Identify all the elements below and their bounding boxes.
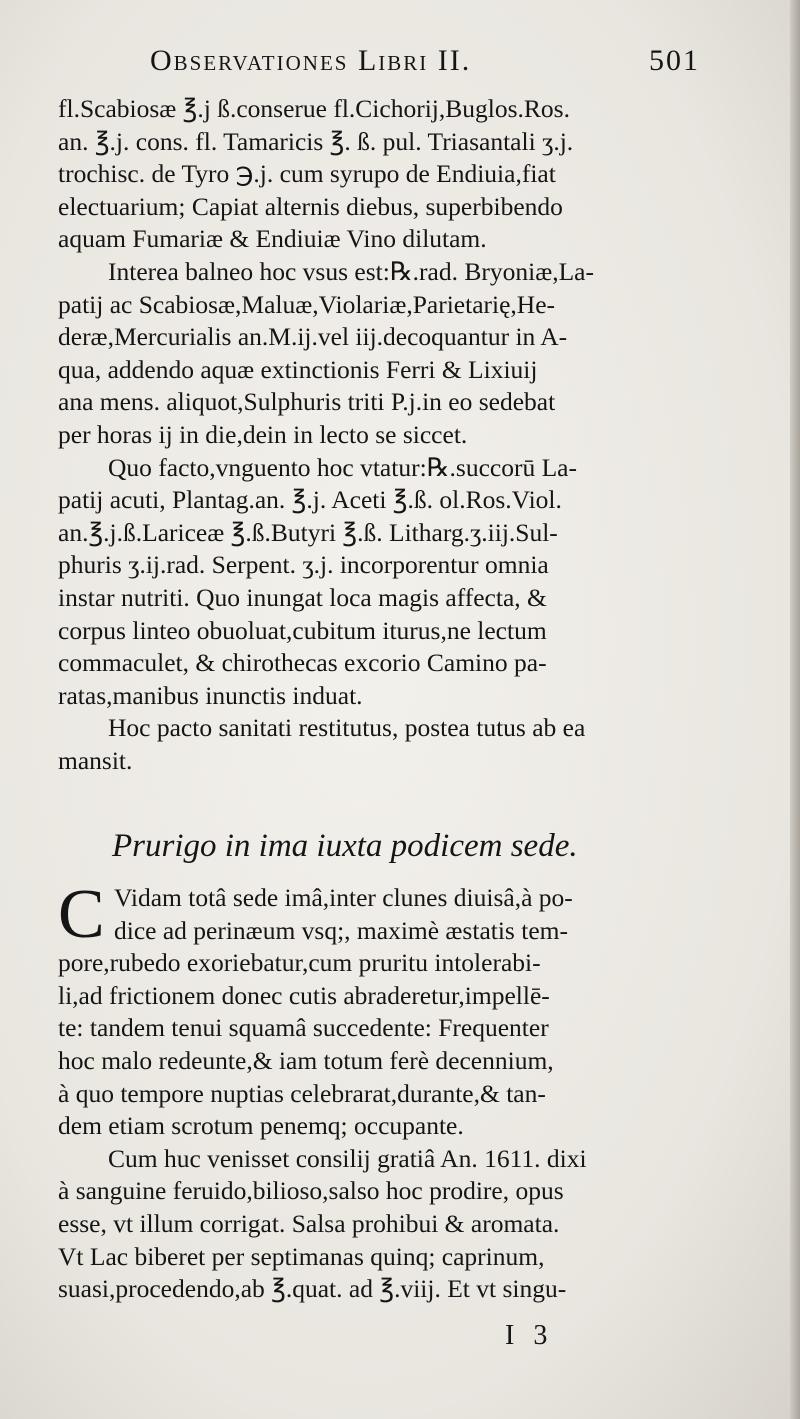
text-line: Cum huc venisset consilij gratiâ An. 1611. dixi <box>108 1143 587 1173</box>
text-line: fl.Scabiosæ ℥.j ß.conserue fl.Cichorij,Buglos.Ros. <box>58 94 570 123</box>
text-line: aquam Fumariæ & Endiuiæ Vino dilutam. <box>58 224 487 254</box>
text-line: patij ac Scabiosæ,Maluæ,Violariæ,Parietarię,He- <box>58 289 556 319</box>
text-line: esse, vt illum corrigat. Salsa prohibui & aromata. <box>58 1208 560 1238</box>
text-line: patij acuti, Plantag.an. ℥.j. Aceti ℥.ß. ol.Ros.Viol. <box>58 485 562 515</box>
text-line: suasi,procedendo,ab ℥.quat. ad ℥.viij. Et vt singu- <box>58 1274 567 1304</box>
text-line: per horas ij in die,dein in lecto se siccet. <box>58 419 468 449</box>
body-text-top <box>58 93 706 777</box>
page-edge-shadow <box>790 0 800 1419</box>
text-line: mansit. <box>58 745 133 775</box>
signature-mark: I 3 <box>505 1320 554 1351</box>
body-text-bottom <box>58 876 706 1306</box>
text-line: commaculet, & chirothecas excorio Camino pa- <box>58 648 547 678</box>
text-line: an. ℥.j. cons. fl. Tamaricis ℥. ß. pul. Triasantali ʒ.j. <box>58 126 574 156</box>
text-line: dice ad perinæum vsq;, maximè æstatis tem- <box>114 915 568 945</box>
text-line: phuris ʒ.ij.rad. Serpent. ʒ.j. incorporentur omnia <box>58 550 549 580</box>
page-number: 501 <box>649 44 700 77</box>
text-line: te: tandem tenui squamâ succedente: Frequenter <box>58 1013 549 1043</box>
text-line: à quo tempore nuptias celebrarat,durante,& tan- <box>58 1078 546 1108</box>
text-line: hoc malo redeunte,& iam totum ferè decennium, <box>58 1045 554 1075</box>
text-line: qua, addendo aquæ extinctionis Ferri & Lixiuij <box>58 354 538 384</box>
text-line: dem etiam scrotum penemq; occupante. <box>58 1111 464 1141</box>
text-line: pore,rubedo exoriebatur,cum pruritu intolerabi- <box>58 948 541 978</box>
text-line: Quo facto,vnguento hoc vtatur:℞.succorū La- <box>108 452 577 482</box>
text-line: Hoc pacto sanitati restitutus, postea tutus ab ea <box>108 713 586 743</box>
text-line: an.℥.j.ß.Lariceæ ℥.ß.Butyri ℥.ß. Litharg.ʒ.iij.Sul- <box>58 517 558 547</box>
text-line: ana mens. aliquot,Sulphuris triti P.j.in eo sedebat <box>58 387 556 417</box>
text-line: Vt Lac biberet per septimanas quinq; caprinum, <box>58 1241 545 1271</box>
section-heading: Prurigo in ima iuxta podicem sede. <box>112 828 578 864</box>
text-line: deræ,Mercurialis an.M.ij.vel iij.decoquantur in A- <box>58 322 568 352</box>
text-line: electuarium; Capiat alternis diebus, superbibendo <box>58 191 563 221</box>
text-line: ratas,manibus inunctis induat. <box>58 680 363 710</box>
running-header <box>150 44 710 84</box>
text-line: Vidam totâ sede imâ,inter clunes diuisâ,à po- <box>114 883 573 912</box>
running-title: Observationes Libri II. <box>150 44 472 77</box>
text-line: trochisc. de Tyro ℈.j. cum syrupo de Endiuia,fiat <box>58 159 556 189</box>
text-line: instar nutriti. Quo inungat loca magis affecta, & <box>58 582 547 612</box>
text-line: Interea balneo hoc vsus est:℞.rad. Bryoniæ,La- <box>108 256 594 286</box>
drop-cap: C <box>58 876 105 953</box>
text-line: corpus linteo obuoluat,cubitum iturus,ne lectum <box>58 615 547 645</box>
text-line: li,ad frictionem donec cutis abraderetur,impellē- <box>58 980 550 1010</box>
text-line: à sanguine feruido,bilioso,salso hoc prodire, opus <box>58 1176 564 1206</box>
